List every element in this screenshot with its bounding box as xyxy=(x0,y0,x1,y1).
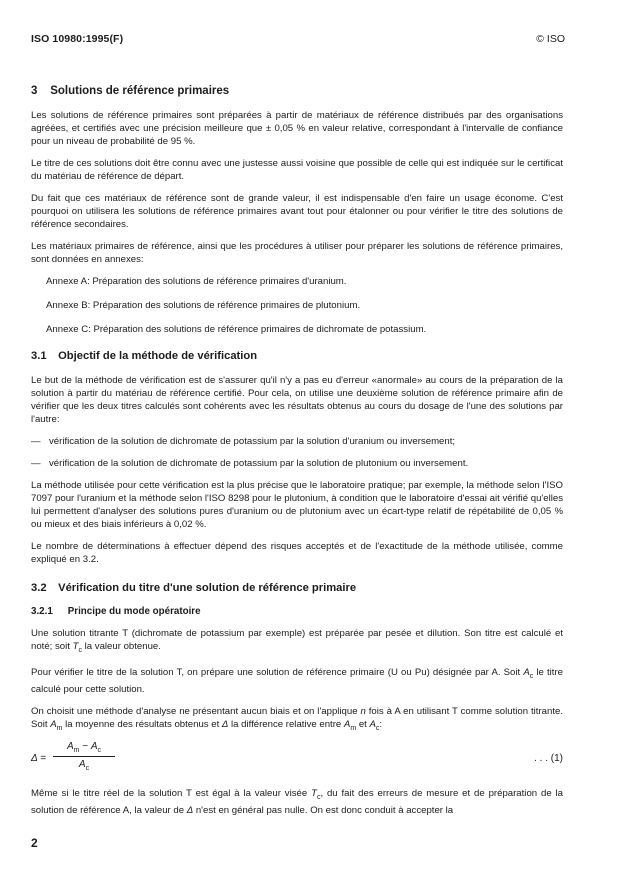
paragraph: Même si le titre réel de la solution T est égal à la valeur visée $T_c$, du fait des erreurs de mesure et de préparation de la solution de référence A, la valeur de Δ n'est en général pas nulle. On est donc conduit à accepter la xyxy=(31,787,563,816)
list-item xyxy=(31,435,563,448)
section-title: Principe du mode opératoire xyxy=(67,606,201,617)
paragraph: Le but de la méthode de vérification est de s'assurer qu'il n'y a pas eu d'erreur «anormale» au cours de la préparation de la solution à partir du matériau de référence certifié. Pour cela, on utilise une deuxième solution de référence primaire afin de vérifier que les deux titres calculés sont cohérents avec les résultats obtenus au cours du dosage de l'une des solutions par l'autre: xyxy=(31,375,563,425)
section-title: Solutions de référence primaires xyxy=(50,85,230,97)
section-number: 3 xyxy=(31,85,38,97)
section-title: Vérification du titre d'une solution de référence primaire xyxy=(58,582,357,594)
section-3-1-heading xyxy=(31,350,563,362)
dash-marker: — xyxy=(31,458,41,469)
equation-number: . . . (1) xyxy=(534,752,563,764)
page-number: 2 xyxy=(31,836,38,850)
list-item-text: vérification de la solution de dichromate de potassium par la solution d'uranium ou inversement; xyxy=(49,436,456,447)
dash-marker: — xyxy=(31,436,41,447)
paragraph: On choisit une méthode d'analyse ne présentant aucun biais et on l'applique n fois à A en utilisant T comme solution titrante. Soit $A_m$ la moyenne des résultats obtenus et Δ la différence relative entre $A_m$ et $A_c$: xyxy=(31,705,563,732)
list-item xyxy=(31,457,563,470)
equation-fraction xyxy=(53,741,115,772)
section-3-2-heading xyxy=(31,582,563,594)
fraction-denominator: $A_c$ xyxy=(78,758,90,772)
annex-item-c: Annexe C: Préparation des solutions de référence primaires de dichromate de potassium. xyxy=(46,324,427,335)
fraction-numerator: $A_m - A_c$ xyxy=(53,741,115,757)
standard-reference: ISO 10980:1995(F) xyxy=(31,33,124,45)
copyright-notice: © ISO xyxy=(536,33,565,45)
section-number: 3.2.1 xyxy=(31,606,53,617)
page-content xyxy=(31,85,563,826)
paragraph: Le titre de ces solutions doit être connu avec une justesse aussi voisine que possible de celle qui est indiquée sur le certificat du matériau de référence de départ. xyxy=(31,158,563,182)
annex-item-a: Annexe A: Préparation des solutions de référence primaires d'uranium. xyxy=(46,276,347,287)
paragraph: La méthode utilisée pour cette vérification est la plus précise que le laboratoire pratique; par exemple, la méthode selon l'ISO 7097 pour l'uranium et la méthode selon l'ISO 8298 pour le plutonium, à condition que le laboratoire d'essai ait vérifié qu'elles lui permettent d'analyser des solutions pures d'uranium ou de plutonium avec un écart-type relatif de répétabilité de 0,05 % ou mieux et des biais inférieurs à 0,02 %. xyxy=(31,480,563,530)
paragraph: Pour vérifier le titre de la solution T, on prépare une solution de référence primaire (U ou Pu) désignée par A. Soit $A_c$ le titre calculé pour cette solution. xyxy=(31,666,563,695)
paragraph: Les solutions de référence primaires sont préparées à partir de matériaux de référence distribués par des organisations agréées, et certifiés avec une précision meilleure que ± 0,05 % en valeur relative, correspondant à l'intervalle de confiance pour un niveau de probabilité de 95 %. xyxy=(31,110,563,147)
equation-lhs: Δ = xyxy=(31,752,46,764)
section-number: 3.2 xyxy=(31,582,47,594)
section-3-heading xyxy=(31,85,563,97)
equation-1 xyxy=(31,739,563,779)
paragraph: Du fait que ces matériaux de référence sont de grande valeur, il est indispensable d'en faire un usage économe. C'est pourquoi on utilisera les solutions de référence primaires avant tout pour étalonner ou pour vérifier le titre des solutions de référence secondaires. xyxy=(31,193,563,230)
paragraph: Le nombre de déterminations à effectuer dépend des risques acceptés et de l'exactitude de la méthode utilisée, comme expliqué en 3.2. xyxy=(31,541,563,565)
section-title: Objectif de la méthode de vérification xyxy=(58,350,258,362)
section-number: 3.1 xyxy=(31,350,47,362)
list-item-text: vérification de la solution de dichromate de potassium par la solution de plutonium ou inversement. xyxy=(49,458,469,469)
section-3-2-1-heading xyxy=(31,606,563,617)
annex-item-b: Annexe B: Préparation des solutions de référence primaires de plutonium. xyxy=(46,300,361,311)
paragraph: Les matériaux primaires de référence, ainsi que les procédures à utiliser pour préparer les solutions de référence primaires, sont données en annexes: xyxy=(31,241,563,265)
paragraph: Une solution titrante T (dichromate de potassium par exemple) est préparée par pesée et dilution. Son titre est calculé et noté; soit $T_c$ la valeur obtenue. xyxy=(31,628,563,654)
